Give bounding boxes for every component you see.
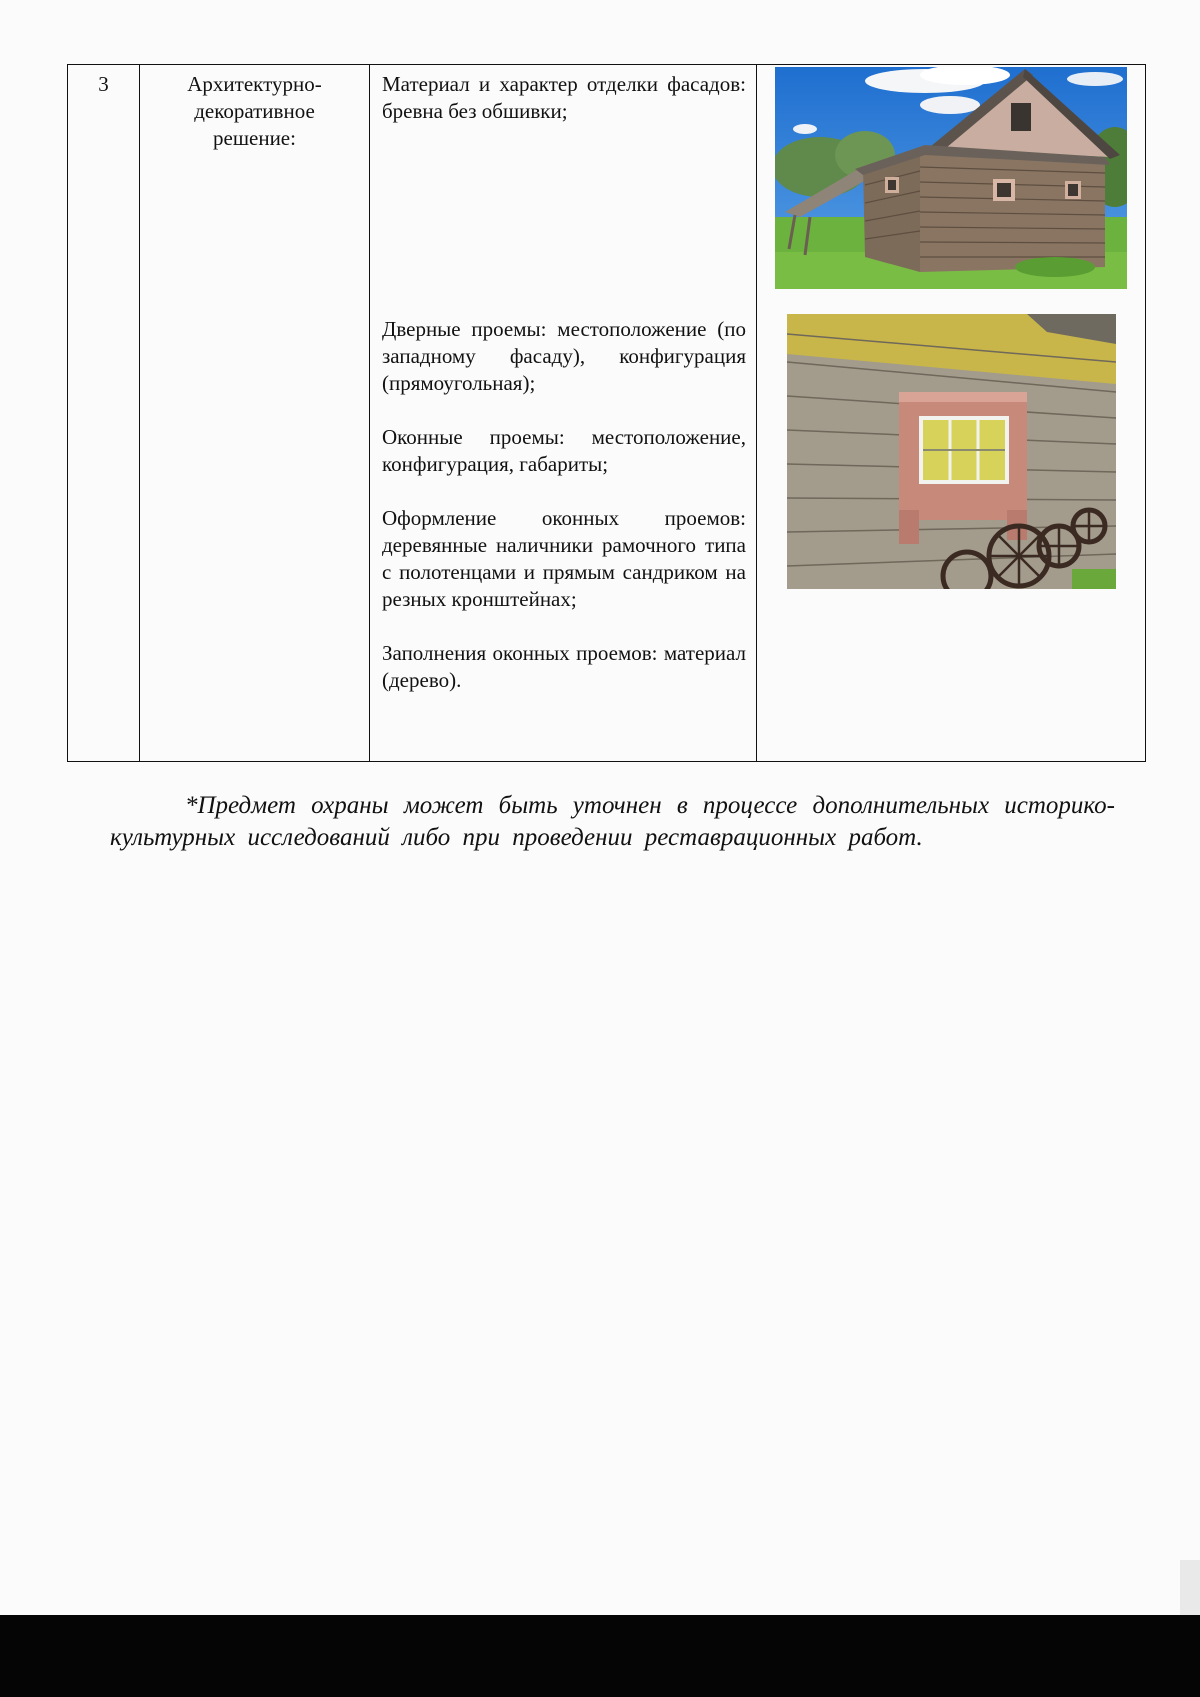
section-title: Архитектурно-декоративное решение: [140,65,370,762]
log-house-photo [775,67,1127,289]
feature-door-openings: Дверные проемы: местоположение (по западному фасаду), конфигурация (прямоугольная); [382,317,746,395]
table-row [68,65,1146,762]
feature-window-fill: Заполнения оконных проемов: материал (дерево). [382,641,746,692]
window-photo [787,314,1116,589]
scan-bottom-band [0,1615,1200,1697]
features-cell [370,65,757,762]
feature-window-decoration: Оформление оконных проемов: деревянные наличники рамочного типа с полотенцами и прямым сандриком на резных кронштейнах; [382,506,746,611]
photos-cell [757,65,1146,762]
feature-facade-material: Материал и характер отделки фасадов: бревна без обшивки; [382,72,746,123]
scan-edge [1180,1560,1200,1615]
footnote: *Предмет охраны может быть уточнен в процессе дополнительных историко-культурных исследований либо при проведении реставрационных работ. [110,792,1115,851]
protection-subject-table [67,64,1146,762]
row-number: 3 [68,65,140,762]
feature-window-openings: Оконные проемы: местоположение, конфигурация, габариты; [382,425,746,476]
